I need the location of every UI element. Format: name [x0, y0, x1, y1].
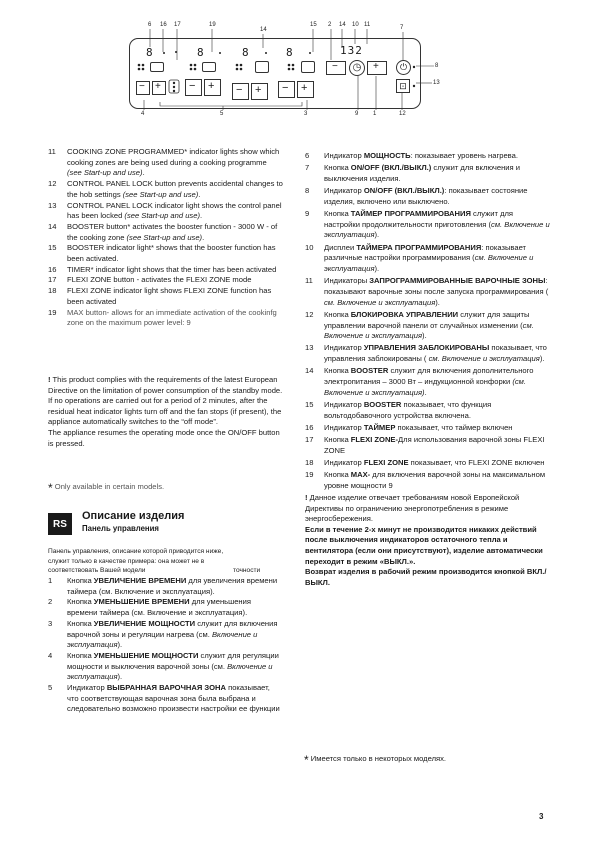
- callout-1: 1: [373, 111, 377, 117]
- zone-1-display: 8: [146, 46, 153, 59]
- list-item: 15 BOOSTER indicator light* shows that the booster function has been activated.: [48, 243, 276, 264]
- english-item-list: [48, 147, 283, 329]
- list-item: 14 BOOSTER button* activates the booster function - 3000 W - of the cooking zone (see Start-up and use).: [48, 221, 278, 242]
- callout-11: 11: [364, 22, 371, 28]
- list-item: 18 FLEXI ZONE indicator light shows FLEXI ZONE function has been activated: [48, 286, 272, 306]
- callout-15: 15: [310, 22, 317, 28]
- list-item: 17 Кнопка FLEXI ZONE-Для использования варочной зоны FLEXI ZONE: [305, 435, 545, 455]
- zone-2-display: 8: [197, 46, 204, 59]
- list-item: 9 Кнопка ТАЙМЕР ПРОГРАММИРОВАНИЯ служит для настройки продолжительности приготовления (см. Включение и эксплуатация).: [305, 209, 550, 240]
- list-item: 15 Индикатор BOOSTER показывает, что функция вольтодобавочного устройства включена.: [305, 399, 492, 420]
- rs-left-item-list: [48, 576, 283, 715]
- list-item: 11 COOKING ZONE PROGRAMMED* indicator lights show which cooking zones are being used during a cooking programme (see Start-up and use).: [48, 147, 280, 178]
- on-off-button[interactable]: [396, 60, 411, 75]
- english-notes: [48, 375, 283, 449]
- timer-display: 132: [340, 44, 363, 57]
- callout-12: 12: [399, 111, 406, 117]
- note-paragraph: ! This product complies with the requirements of the latest European Directive on the limitation of power consumption of the standby mode.: [48, 375, 283, 395]
- timer-button[interactable]: [349, 60, 365, 76]
- control-panel-lock-button[interactable]: [396, 79, 410, 93]
- list-item: 6 Индикатор МОЩНОСТЬ: показывает уровень нагрева.: [305, 151, 518, 160]
- rs-left-list-container: [48, 576, 283, 715]
- timer-increase-button[interactable]: +: [367, 61, 387, 75]
- callout-3: 3: [304, 111, 308, 117]
- section-subtitle: Панель управления: [82, 524, 159, 533]
- note-paragraph: ! Данное изделие отвечает требованиям новой Европейской Директивы по ограничению энергопотребления в режиме энергосбережения.: [305, 493, 520, 524]
- callout-4: 4: [141, 111, 145, 117]
- note-paragraph: The appliance resumes the operating mode once the ON/OFF button is pressed.: [48, 427, 280, 448]
- callout-7: 7: [400, 25, 404, 31]
- english-footnote: * Only available in certain models.: [48, 481, 165, 495]
- rs-notes: [305, 493, 550, 588]
- list-item: 19 Кнопка MAX- для включения варочной зоны на максимальном уровне мощности 9: [305, 470, 546, 490]
- zone-1-plus-button[interactable]: +: [152, 81, 166, 95]
- list-item: 12 Кнопка БЛОКИРОВКА УПРАВЛЕНИИ служит для защиты управлении варочной панели от случайных изменении (см. Включение и эксплуатация).: [305, 309, 534, 341]
- list-item: 16 Индикатор ТАЙМЕР показывает, что таймер включен: [305, 422, 513, 432]
- english-description: [48, 147, 283, 329]
- zone-3-display: 8: [242, 46, 249, 59]
- zone-2-plus-button[interactable]: +: [204, 79, 221, 96]
- note-paragraph: Если в течение 2-х минут не производится никаких действий после выключения индикаторов остаточного тепла и вентилятора (если они присутствуют), изделие автоматически переходит в режим «ВЫКЛ.».: [305, 524, 543, 566]
- section-title: Описание изделия: [82, 510, 185, 522]
- list-item: 5 Индикатор ВЫБРАННАЯ ВАРОЧНАЯ ЗОНА показывает, что соответствующая варочная зона была выбрана и следовательно возможно произвести настройки ее функции: [48, 683, 280, 714]
- list-item: 13 CONTROL PANEL LOCK indicator light shows the control panel has been locked (see Start-up and use).: [48, 200, 282, 221]
- power-icon: ⏻: [399, 62, 408, 72]
- callout-5: 5: [220, 111, 224, 117]
- zone-3-minus-button[interactable]: −: [232, 83, 249, 100]
- page-number: 3: [539, 812, 544, 821]
- list-item: 2 Кнопка УМЕНЬШЕНИЕ ВРЕМЕНИ для уменьшения времени таймера (см. Включение и эксплуатация).: [48, 597, 251, 618]
- list-item: 1 Кнопка УВЕЛИЧЕНИЕ ВРЕМЕНИ для увеличения времени таймера (см. Включение и эксплуатация).: [48, 576, 278, 596]
- callout-16: 16: [160, 22, 167, 28]
- callout-8: 8: [435, 63, 439, 69]
- zone-1-minus-button[interactable]: −: [136, 81, 150, 95]
- rs-footnote: * Имеется только в некоторых моделях.: [304, 753, 447, 767]
- rs-right-item-list: [305, 151, 550, 492]
- note-paragraph: Возврат изделия в рабочий режим производится кнопкой ВКЛ./ВЫКЛ.: [305, 567, 547, 587]
- list-item: 14 Кнопка BOOSTER служит для включения дополнительного электропитания – 3000 Вт – индукционной конфорки (см. Включение и эксплуатация).: [305, 366, 534, 397]
- list-item: 8 Индикатор ON/OFF (ВКЛ./ВЫКЛ.): показывает состояние изделия, включено или выключено.: [305, 186, 528, 206]
- callout-9: 9: [355, 111, 359, 117]
- callout-2: 2: [328, 22, 332, 28]
- control-panel: [129, 38, 421, 109]
- zone-3-plus-button[interactable]: +: [251, 83, 268, 100]
- list-item: 19 MAX button- allows for an immediate activation of the cookinfg zone on the maximum power level: 9: [48, 307, 277, 328]
- list-item: 17 FLEXI ZONE button - activates the FLEXI ZONE mode: [48, 275, 252, 285]
- list-item: 11 Индикаторы ЗАПРОГРАММИРОВАННЫЕ ВАРОЧНЫЕ ЗОНЫ: показывают варочные зоны после запуска программирования ( см. Включение и эксплуатация).: [305, 276, 549, 307]
- lock-icon: ⊡: [399, 81, 407, 91]
- callout-14: 14: [260, 27, 267, 33]
- list-item: 10 Дисплеи ТАЙМЕРА ПРОГРАММИРОВАНИЯ: показывает различные настройки программирования (см. Включение и эксплуатация).: [305, 242, 534, 274]
- callout-14b: 14: [339, 22, 346, 28]
- callout-10: 10: [352, 22, 359, 28]
- list-item: 13 Индикатор УПРАВЛЕНИЯ ЗАБЛОКИРОВАНЫ показывает, что управления заблокированы ( см. Включение и эксплуатация).: [305, 343, 547, 364]
- zone-4-display: 8: [286, 46, 293, 59]
- callout-19: 19: [209, 22, 216, 28]
- list-item: 3 Кнопка УВЕЛИЧЕНИЕ МОЩНОСТИ служит для включения варочной зоны и регуляции нагрева (см. Включение и эксплуатация).: [48, 618, 278, 650]
- list-item: 12 CONTROL PANEL LOCK button prevents accidental changes to the hob settings (see Start-up and use).: [48, 179, 283, 199]
- list-item: 7 Кнопка ON/OFF (ВКЛ./ВЫКЛ.) служит для включения и выключения изделия.: [305, 163, 520, 183]
- note-paragraph: If no operations are carried out for a period of 2 minutes, after the residual heat indicator lights turn off and the fan stops (if present), the appliance automatically switches to the “off mode”.: [48, 396, 282, 427]
- clock-icon: ◷: [352, 62, 362, 73]
- rs-right-list-container: [305, 151, 550, 588]
- callout-13: 13: [433, 80, 440, 86]
- timer-decrease-button[interactable]: −: [326, 61, 346, 75]
- zone-4-minus-button[interactable]: −: [278, 81, 295, 98]
- language-badge-rs: RS: [48, 513, 72, 535]
- rs-intro: Панель управления, описание которой приводится ниже, служит только в качестве примера: она может не в соответствовать Вашей модели точности: [48, 548, 261, 575]
- zone-4-plus-button[interactable]: +: [297, 81, 314, 98]
- list-item: 4 Кнопка УМЕНЬШЕНИЕ МОЩНОСТИ служит для регуляции мощности и выключения варочной зоны (см. Включение и эксплуатация).: [48, 650, 279, 682]
- callout-17: 17: [174, 22, 181, 28]
- zone-2-minus-button[interactable]: −: [185, 79, 202, 96]
- list-item: 18 Индикатор FLEXI ZONE показывает, что FLEXI ZONE включен: [305, 457, 545, 467]
- list-item: 16 TIMER* indicator light shows that the timer has been activated: [48, 264, 277, 274]
- callout-6: 6: [148, 22, 152, 28]
